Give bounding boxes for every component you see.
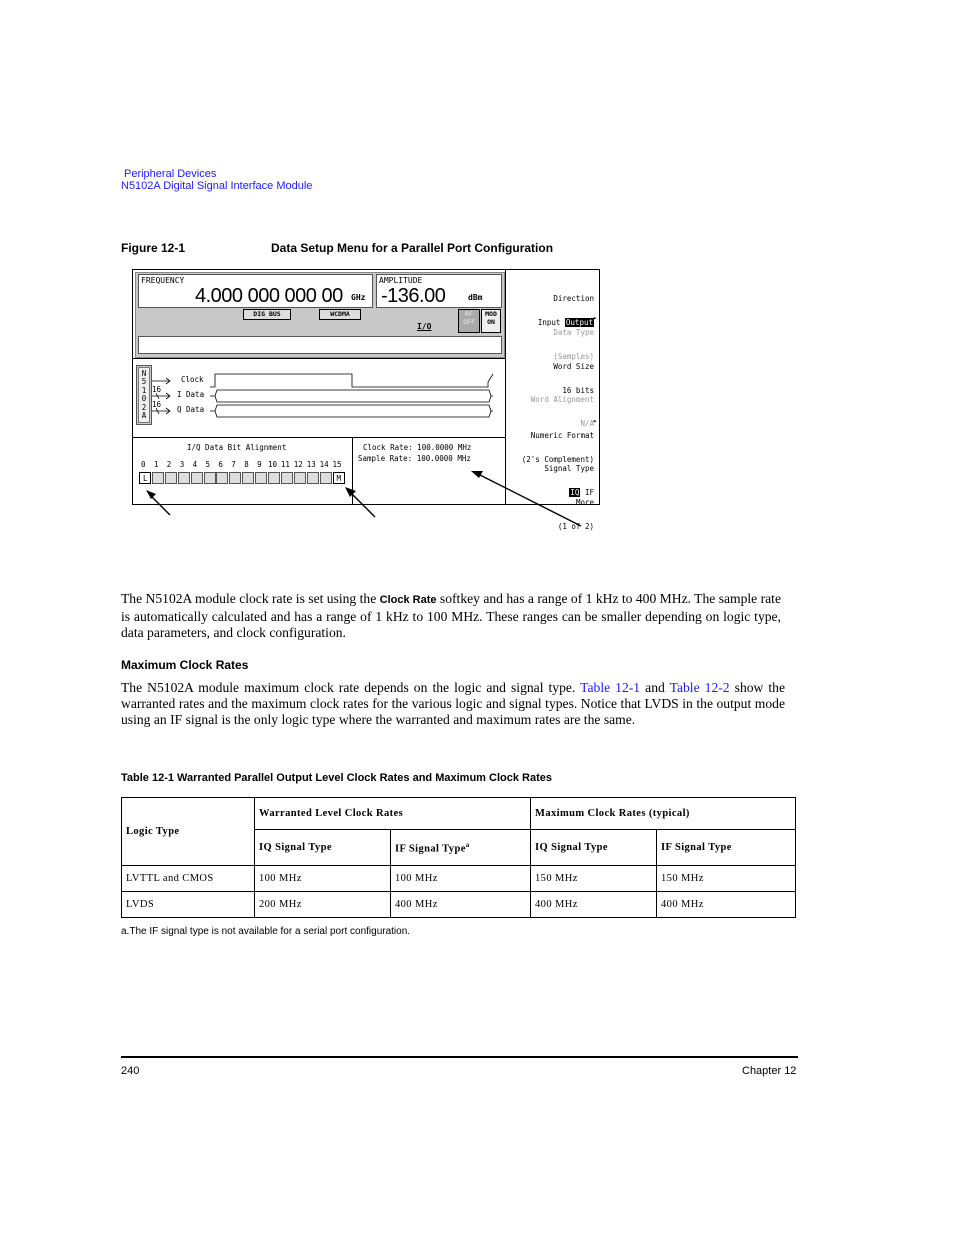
softkey-more-page: (1 of 2) [557,522,594,531]
on-label: ON [487,318,495,326]
bit-number-label: 11 [280,460,290,469]
row2-maximum-iq: 400 MHz [531,892,657,918]
direction-input-option: Input [537,318,561,327]
numeric-format-submenu-arrow: ▸ [593,417,598,425]
bit-number-label: 13 [306,460,316,469]
mod-label: MOD [485,310,497,318]
bit-lsb-marker: L [143,474,148,483]
frequency-value: 4.000 000 000 00 [195,285,343,307]
softkey-data-type-label: Data Type [553,328,594,337]
callout-arrows [0,0,954,560]
row2-warranted-iq: 200 MHz [255,892,391,918]
bit-msb-marker: M [336,474,342,483]
signal-type-iq-option: IQ [570,488,580,497]
bit-number-label: 7 [231,460,236,469]
table-header-row-1 [122,798,796,830]
figure-number: Figure 12-1 [121,241,186,255]
header-maximum: Maximum Clock Rates (typical) [531,798,796,830]
softkey-numeric-format-value: (2's Complement) [521,455,594,464]
paragraph2-text-1: The N5102A module maximum clock rate depends on the logic and signal type. [121,680,576,695]
footnote-marker: a [465,840,470,849]
table-12-1-link[interactable]: Table 12-1 [580,680,641,695]
i-data-signal-label: I Data [177,390,205,399]
bit-number-label: 3 [179,460,185,469]
callout-arrow-right [478,474,581,526]
paragraph2-text-3: show the warranted rates and the maximum clock rates for the various logic and signal types. Notice that LVDS in the output mode using an IF signal is the only logic type where the warranted and maximum rates are the same. [121,680,786,727]
paragraph-max-clock-rates [121,680,785,727]
paragraph1-text-start: The N5102A module clock rate is set using the [121,591,377,606]
softkey-numeric-format-label: Numeric Format [530,431,594,440]
rf-label: RF [465,310,473,318]
table-caption: Table 12-1 Warranted Parallel Output Level Clock Rates and Maximum Clock Rates [121,772,552,784]
signal-type-if-option: IF [584,488,594,497]
softkey-direction-label: Direction [553,294,594,303]
paragraph-clock-rate [121,591,781,640]
bit-number-label: 9 [257,460,262,469]
running-header-section: Peripheral Devices [124,168,217,180]
direction-output-option: Output [565,318,593,327]
figure-title: Data Setup Menu for a Parallel Port Configuration [271,241,554,255]
dig-bus-indicator: DIG BUS [243,309,291,320]
header-maximum-iq: IQ Signal Type [531,830,657,866]
clock-rate-softkey-ref: Clock Rate [379,594,437,606]
wcdma-indicator: WCDMA [319,309,361,320]
table-row [122,892,796,918]
paragraph2-text-2: and [645,680,665,695]
header-warranted-iq: IQ Signal Type [255,830,391,866]
header-warranted-if-text: IF Signal Type [395,843,466,855]
softkey-more-label: More [575,498,594,507]
clock-rate-readout: Clock Rate: 100.0000 MHz [363,443,472,452]
softkey-signal-type-label: Signal Type [544,464,594,473]
page-number: 240 [121,1065,140,1077]
iq-indicator: I/O [417,322,432,331]
amplitude-value: -136.00 [381,285,446,307]
bit-number-label: 14 [319,460,329,469]
header-logic-type: Logic Type [122,798,255,866]
table-footnote: a.The IF signal type is not available for a serial port configuration. [121,926,411,937]
table-row [122,866,796,892]
bit-number-label: 8 [244,460,249,469]
bit-number-label: 5 [205,460,211,469]
frequency-label: FREQUENCY [141,276,185,285]
q-data-bit-width: 16 [152,400,162,409]
q-data-signal-label: Q Data [177,405,205,414]
bit-number-label: 4 [192,460,198,469]
table-12-2-link[interactable]: Table 12-2 [669,680,730,695]
softkey-word-alignment-label: Word Alignment [530,395,594,404]
paragraph1-text-end: softkey and has a range of 1 kHz to 400 MHz. The sample rate is automatically calculated and has a range of 1 kHz to 100 MHz. These ranges can be smaller depending on logic type, data parameters, and clock configuration. [121,591,781,640]
row1-warranted-if: 100 MHz [391,866,531,892]
header-maximum-if: IF Signal Type [657,830,796,866]
clock-rate-table [121,797,796,918]
row1-maximum-iq: 150 MHz [531,866,657,892]
module-label: N5102A [141,369,147,421]
softkey-word-size-label: Word Size [553,362,594,371]
callout-arrow-left [150,495,170,515]
row1-warranted-iq: 100 MHz [255,866,391,892]
amplitude-unit: dBm [468,293,483,302]
sample-rate-readout: Sample Rate: 100.0000 MHz [358,454,471,463]
row2-warranted-if: 400 MHz [391,892,531,918]
row2-maximum-if: 400 MHz [657,892,796,918]
running-header-title: N5102A Digital Signal Interface Module [121,180,313,192]
row1-logic: LVTTL and CMOS [122,866,255,892]
row1-maximum-if: 150 MHz [657,866,796,892]
softkey-word-size-value: 16 bits [562,386,594,395]
frequency-unit: GHz [351,293,366,302]
footer-rule [121,1056,798,1058]
bit-number-label: 1 [153,460,159,469]
bit-number-label: 10 [268,460,278,469]
softkey-data-type-value: (Samples) [553,352,594,361]
amplitude-label: AMPLITUDE [379,276,423,285]
bit-number-label: 15 [332,460,342,469]
bit-number-label: 0 [141,460,146,469]
callout-arrowhead-right [471,471,483,478]
clock-signal-label: Clock [181,375,204,384]
bit-number-label: 12 [293,460,303,469]
bit-number-label: 6 [218,460,223,469]
softkey-word-alignment-value: N/A [580,419,594,428]
bit-alignment-title: I/Q Data Bit Alignment [187,443,287,452]
header-warranted: Warranted Level Clock Rates [255,798,531,830]
callout-arrowhead-left [146,490,156,499]
bit-number-label: 2 [166,460,172,469]
callout-arrow-middle [350,492,375,517]
data-type-submenu-arrow: ▸ [593,314,598,322]
section-heading: Maximum Clock Rates [121,658,249,672]
row2-logic: LVDS [122,892,255,918]
off-label: OFF [463,318,475,326]
chapter-label: Chapter 12 [742,1065,797,1077]
header-warranted-if [391,830,531,866]
i-data-bit-width: 16 [152,385,162,394]
